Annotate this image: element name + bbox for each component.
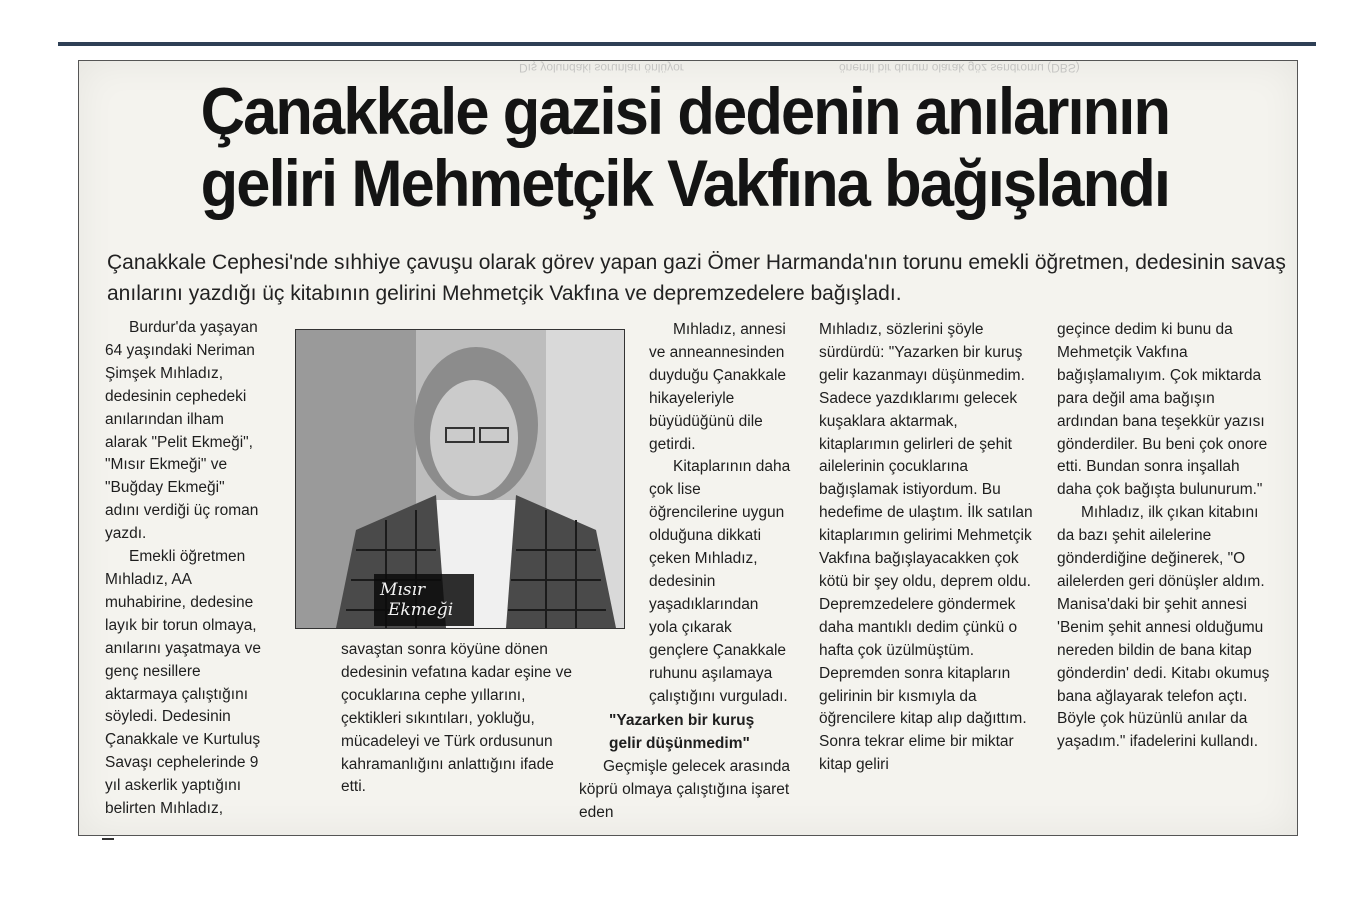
column-4 — [819, 319, 1033, 777]
top-rule — [58, 42, 1316, 46]
paragraph: savaştan sonra köyüne dönen dedesinin vefatına kadar eşine ve çocuklarına cephe yıllarını, çektikleri sıkıntıları, yokluğu, mücadeleyi ve Türk ordusunun kahramanlığını anlattığını ifade etti. — [341, 641, 572, 796]
paragraph: Kitaplarının daha çok lise öğrencilerine uygun olduğuna dikkati çeken Mıhladız, dedesinin yaşadıklarından yola çıkarak gençlere Çanakkale ruhunu aşılamaya çalıştığını vurguladı. — [649, 458, 791, 705]
headline-line-2: geliri Mehmetçik Vakfına bağışlandı — [200, 146, 1170, 220]
paragraph: Mıhladız, ilk çıkan kitabını da bazı şehit ailelerine gönderdiğine değinerek, "O ailelerden geri dönüşler aldım. Manisa'daki bir şehit annesi 'Benim şehit annesi olduğumu nereden bildin de bana kitap gönderdin' dedi. Kitabı okumuş bana ağlayarak telefon açtı. Böyle çok hüzünlü anılar da yaşadım." ifadelerini kullandı. — [1057, 504, 1270, 751]
column-1 — [105, 317, 291, 821]
paragraph: Burdur'da yaşayan 64 yaşındaki Neriman Şimşek Mıhladız, dedesinin cephedeki anılarından ilham alarak "Pelit Ekmeği", "Mısır Ekmeği" ve "Buğday Ekmeği" adını verdiği üç roman yazdı. — [105, 319, 259, 543]
headline-line-1: Çanakkale gazisi dedenin anılarının — [200, 74, 1170, 148]
column-3 — [579, 319, 791, 825]
book-cover-caption — [374, 574, 474, 626]
deck: Çanakkale Cephesi'nde sıhhiye çavuşu olarak görev yapan gazi Ömer Harmanda'nın torunu emekli öğretmen, dedesinin savaş anılarını yazdığı üç kitabının gelirini Mehmetçik Vakfına ve depremzedelere bağışladı. — [107, 251, 1286, 305]
paragraph: Mıhladız, annesi ve anneannesinden duyduğu Çanakkale hikayeleriyle büyüdüğünü dile getirdi. — [649, 321, 787, 453]
column-5 — [1057, 319, 1271, 754]
paragraph: Mıhladız, sözlerini şöyle sürdürdü: "Yazarken bir kuruş gelir kazanmayı düşünmedim. Sadece yazdıklarımı gelecek kuşaklara aktarmak, kitaplarımın gelirleri de şehit ailelerinin çocuklarına bağışlamak istiyordum. Bu hedefime de ulaştım. İlk satılan kitaplarımın gelirimi Mehmetçik Vakfına bağışlayacakken çok kötü bir şey oldu, deprem oldu. Depremzedelere göndermek daha mantıklı dedim çünkü o hafta çok üzülmüştüm. Depremden sonra kitapların gelirinin bir kısmıyla da öğrencilere kitap alıp dağıttım. Sonra tekrar elime bir miktar kitap geliri — [819, 321, 1033, 774]
paragraph: geçince dedim ki bunu da Mehmetçik Vakfına bağışlamalıyım. Çok miktarda para değil ama bağışın ardından bana teşekkür yazısı gönderdiler. Bu beni çok onore etti. Bundan sonra inşallah daha çok bağışta bulunurum." — [1057, 321, 1268, 499]
bleed-through-text: önemli bir durum olarak göz sendromu (DBS) — [839, 61, 1080, 75]
photo — [295, 329, 625, 629]
newspaper-clipping — [78, 60, 1298, 836]
caption-line-2: Ekmeği — [388, 600, 454, 620]
bleed-through-text: Dış yolundaki sorunları önlüyor — [519, 61, 684, 75]
caption-line-1: Mısır — [380, 580, 426, 600]
page-mark — [102, 838, 114, 840]
headline — [99, 75, 1271, 219]
paragraph: Emekli öğretmen Mıhladız, AA muhabirine, dedesine layık bir torun olmaya, anılarını yaşatmaya ve genç nesillere aktarmaya çalıştığını söyledi. Dedesinin Çanakkale ve Kurtuluş Savaşı cephelerinde 9 yıl askerlik yaptığını belirten Mıhladız, — [105, 548, 261, 818]
subheading: "Yazarken bir kuruş gelir düşünmedim" — [609, 712, 755, 753]
paragraph: Geçmişle gelecek arasında köprü olmaya çalıştığına işaret eden — [579, 758, 790, 822]
column-2 — [341, 639, 573, 799]
